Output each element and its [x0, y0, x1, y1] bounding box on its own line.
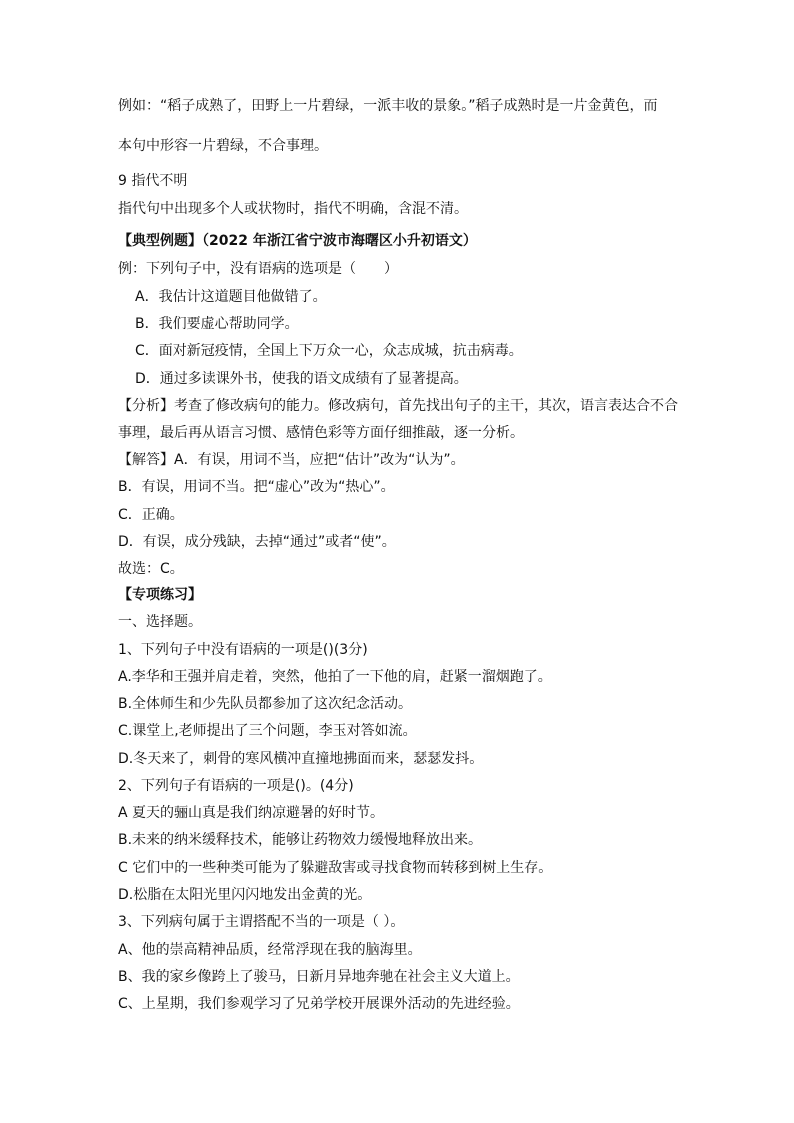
section-title: 一、选择题。: [118, 614, 202, 630]
option-d: D．通过多读课外书，使我的语文成绩有了显著提高。: [135, 371, 468, 387]
paragraph-line: 例如：“稻子成熟了，田野上一片碧绿，一派丰收的景象。”稻子成熟时是一片金黄色，而: [118, 98, 658, 114]
q1-option-c: C.课堂上,老师提出了三个问题，李玉对答如流。: [118, 723, 417, 739]
option-c: C．面对新冠疫情，全国上下万众一心，众志成城，抗击病毒。: [135, 343, 523, 359]
question-1: 1、下列句子中没有语病的一项是()(3分): [118, 642, 368, 658]
answer-line: C．正确。: [118, 507, 184, 523]
question-2: 2、下列句子有语病的一项是()。(4分): [118, 778, 354, 794]
answer-choice: 故选：C。: [118, 561, 184, 577]
analysis-line: 【分析】考查了修改病句的能力。修改病句，首先找出句子的主干，其次，语言表达合不合: [118, 398, 678, 414]
paragraph-line: 本句中形容一片碧绿，不合事理。: [118, 138, 328, 154]
q1-option-d: D.冬天来了，刺骨的寒风横冲直撞地拂面而来，瑟瑟发抖。: [118, 751, 484, 767]
answer-line: B．有误，用词不当。把“虚心”改为“热心”。: [118, 479, 395, 495]
example-heading: 【典型例题】（2022 年浙江省宁波市海曙区小升初语文）: [118, 233, 477, 249]
q2-option-b: B.未来的纳米缓释技术，能够让药物效力缓慢地释放出来。: [118, 832, 483, 848]
q2-option-d: D.松脂在太阳光里闪闪地发出金黄的光。: [118, 887, 372, 903]
question-stem: 例：下列句子中，没有语病的选项是（ ）: [118, 261, 398, 277]
answer-line: D．有误，成分残缺，去掉“通过”或者“使”。: [118, 534, 396, 550]
answer-line: 【解答】A．有误，用词不当，应把“估计”改为“认为”。: [118, 452, 465, 468]
option-b: B．我们要虚心帮助同学。: [135, 316, 299, 332]
q3-option-a: A、他的崇高精神品质，经常浮现在我的脑海里。: [118, 942, 422, 958]
section-heading: 9 指代不明: [118, 173, 188, 189]
q1-option-a: A.李华和王强并肩走着，突然，他拍了一下他的肩，赶紧一溜烟跑了。: [118, 669, 552, 685]
practice-heading: 【专项练习】: [118, 587, 202, 603]
question-3: 3、下列病句属于主谓搭配不当的一项是（ ）。: [118, 914, 405, 930]
paragraph-line: 指代句中出现多个人或状物时，指代不明确，含混不清。: [118, 201, 468, 217]
option-a: A．我估计这道题目他做错了。: [135, 289, 327, 305]
q2-option-c: C 它们中的一些种类可能为了躲避敌害或寻找食物而转移到树上生存。: [118, 860, 553, 876]
analysis-line: 事理，最后再从语言习惯、感情色彩等方面仔细推敲，逐一分析。: [118, 425, 524, 441]
q3-option-c: C、上星期，我们参观学习了兄弟学校开展课外活动的先进经验。: [118, 996, 520, 1012]
q2-option-a: A 夏天的骊山真是我们纳凉避暑的好时节。: [118, 805, 385, 821]
q1-option-b: B.全体师生和少先队员都参加了这次纪念活动。: [118, 696, 413, 712]
q3-option-b: B、我的家乡像跨上了骏马，日新月异地奔驰在社会主义大道上。: [118, 969, 520, 985]
